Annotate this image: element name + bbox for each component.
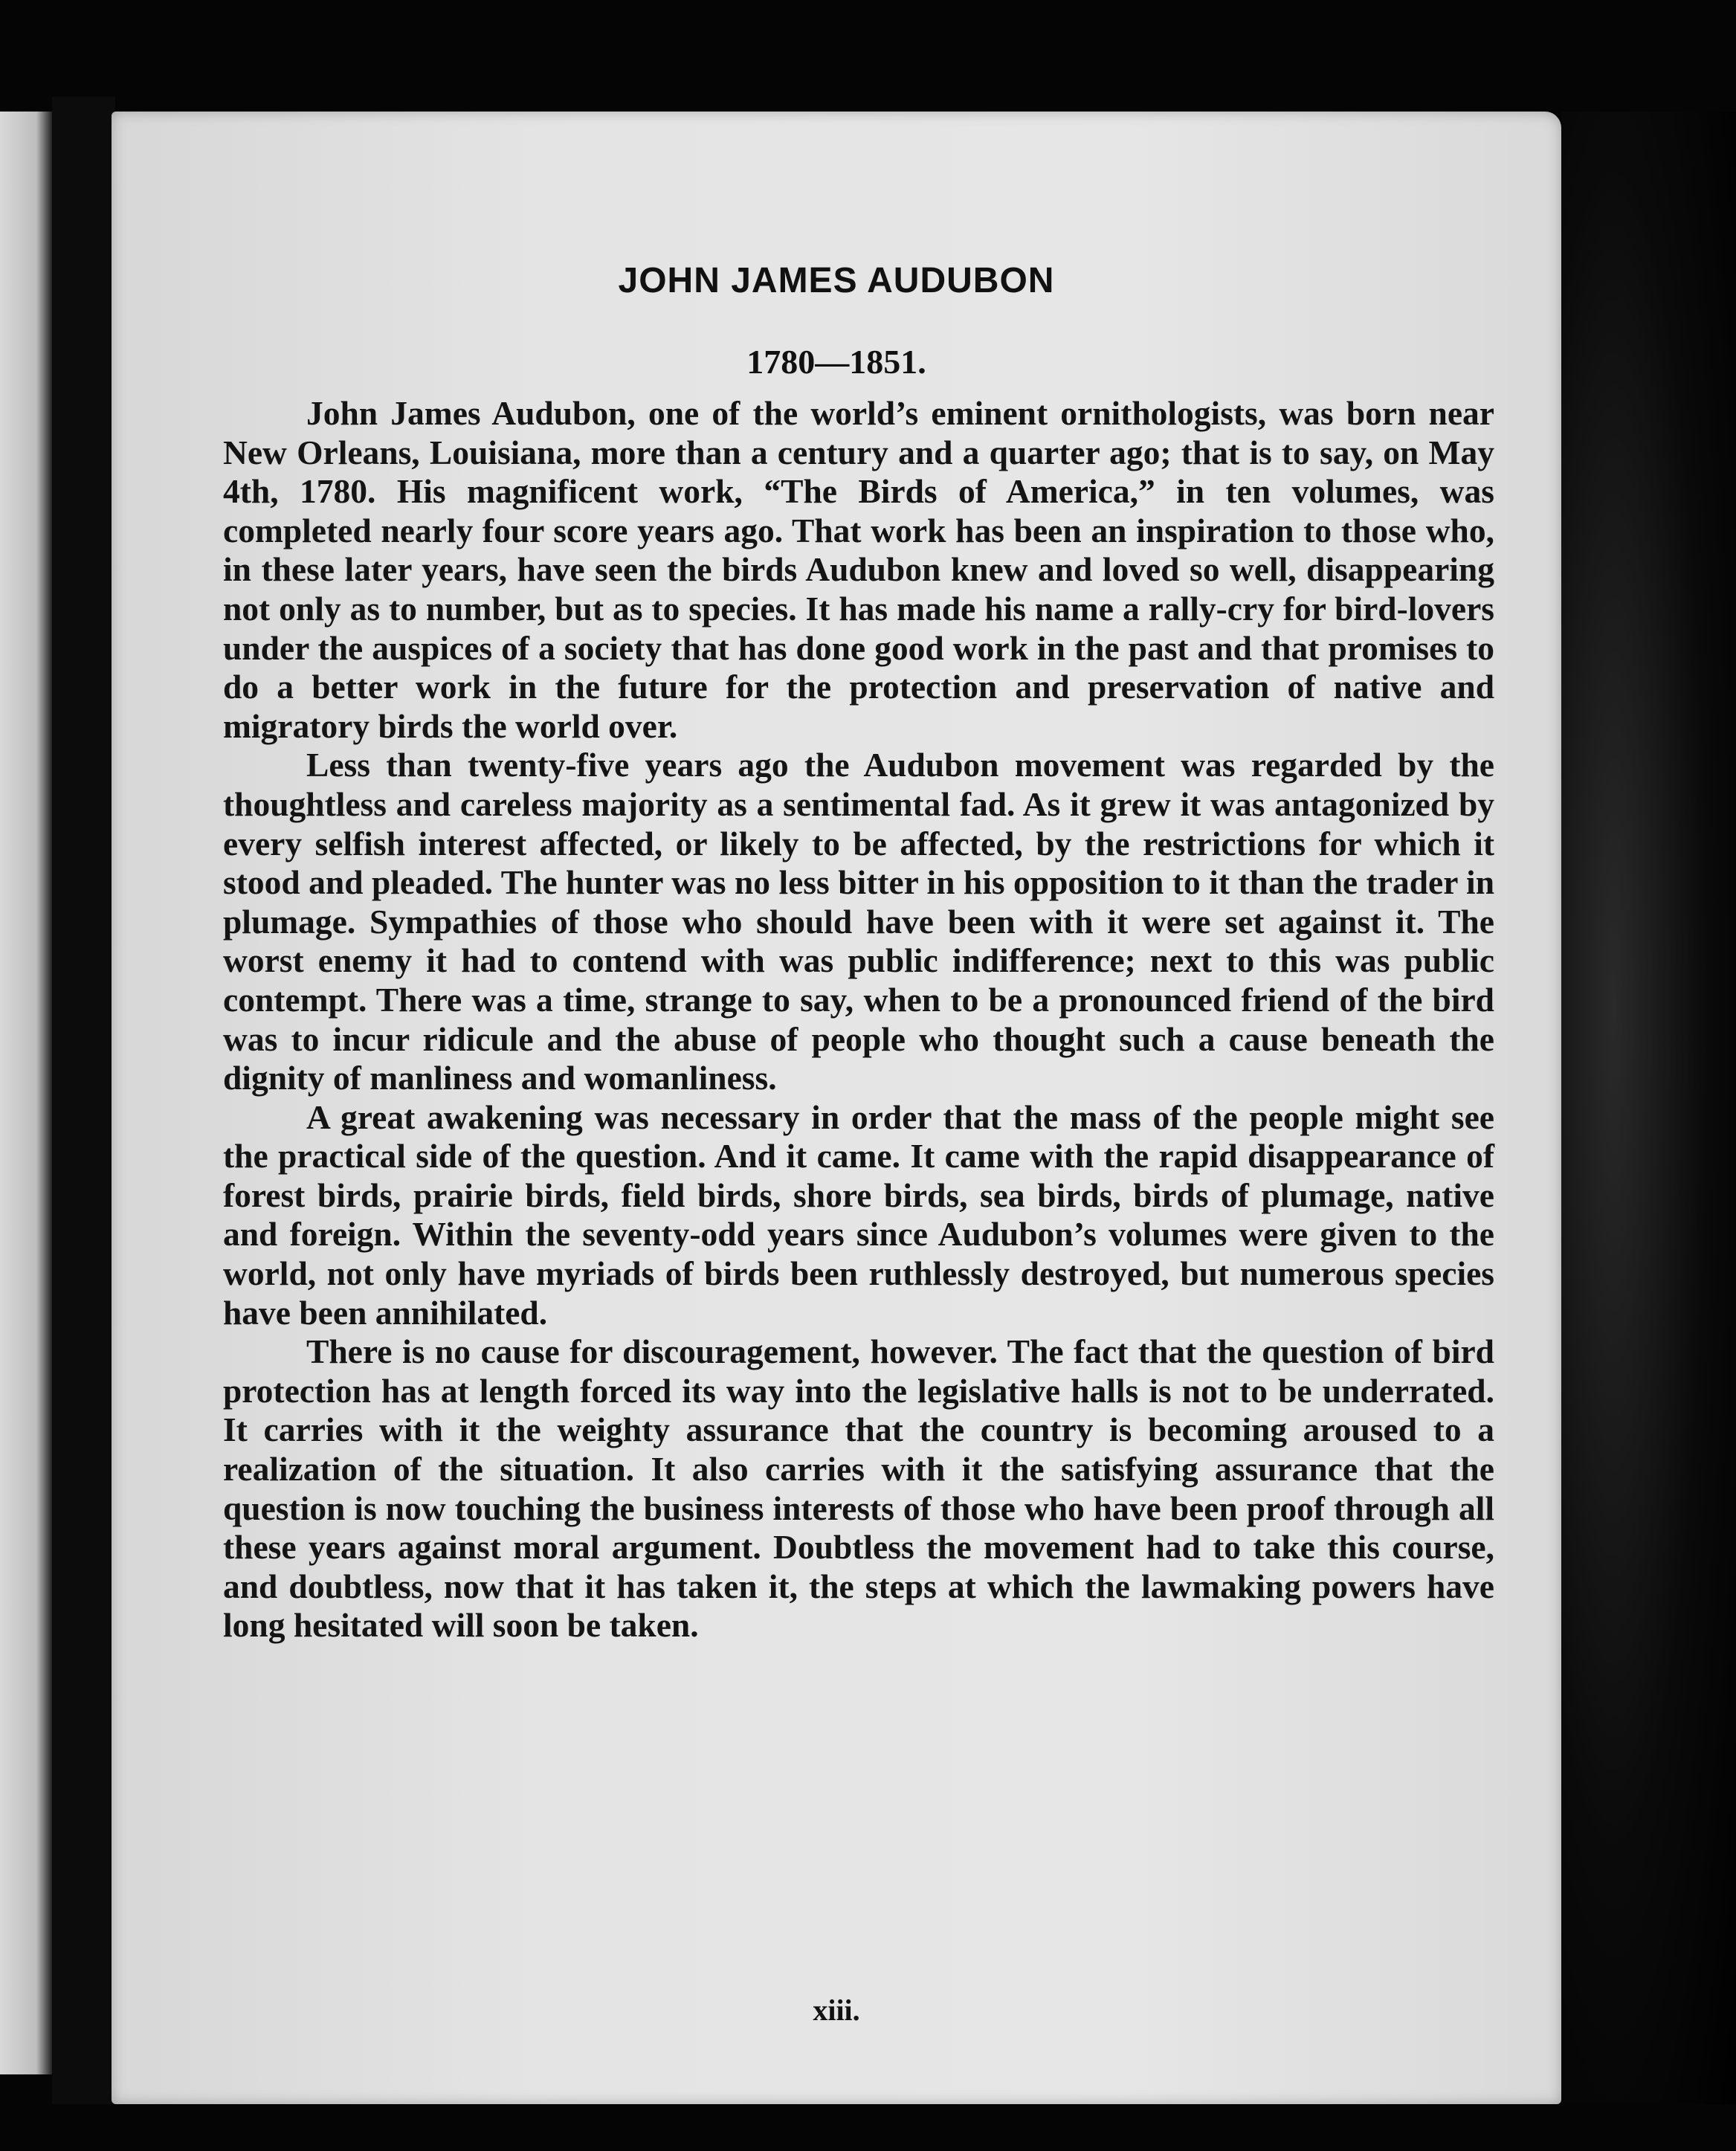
paragraph-1: John James Audubon, one of the world’s eminent ornithologists, was born near New Orleans, Louisiana, more than a century and a quarter ago; that is to say, on May 4th, 1780. His magnificent work, “The Birds of America,” in ten volumes, was completed nearly four score years ago. That work has been an inspiration to those who, in these later years, have seen the birds Audubon knew and loved so well, disappearing not only as to number, but as to species. It has made his name a rally-cry for bird-lovers under the auspices of a society that has done good work in the past and that promises to do a better work in the future for the protection and preservation of native and migratory birds the world over. [223,394,1494,745]
book-gutter [52,97,115,2104]
scan-background [1561,112,1736,2104]
paragraph-2: Less than twenty-five years ago the Audubon movement was regarded by the thoughtless and careless majority as a sentimental fad. As it grew it was antagonized by every selfish interest affected, or likely to be affected, by the restrictions for which it stood and pleaded. The hunter was no less bitter in his opposition to it than the trader in plumage. Sympathies of those who should have been with it were set against it. The worst enemy it had to contend with was public indifference; next to this was public contempt. There was a time, strange to say, when to be a pronounced friend of the bird was to incur ridicule and the abuse of people who thought such a cause beneath the dignity of manliness and womanliness. [223,746,1494,1097]
facing-page-edge [0,112,52,2074]
paragraph-3: A great awakening was necessary in order that the mass of the people might see the practical side of the question. And it came. It came with the rapid disappearance of forest birds, prairie birds, field birds, shore birds, sea birds, birds of plumage, native and foreign. Within the seventy-odd years since Audubon’s volumes were given to the world, not only have myriads of birds been ruthlessly destroyed, but numerous species have been annihilated. [223,1097,1494,1332]
page-title: JOHN JAMES AUDUBON [618,261,1055,300]
page-number: xiii. [813,1993,860,2027]
book-page [112,112,1561,2104]
life-dates: 1780—1851. [746,343,926,381]
paragraph-4: There is no cause for discouragement, however. The fact that the question of bird protection has at length forced its way into the legislative halls is not to be underrated. It carries with it the weighty assurance that the country is becoming aroused to a realization of the situation. It also carries with it the satisfying assurance that the question is now touching the business interests of those who have been proof through all these years against moral argument. Doubtless the movement had to take this course, and doubtless, now that it has taken it, the steps at which the lawmaking powers have long hesitated will soon be taken. [223,1332,1494,1645]
body-text [223,394,1494,1645]
